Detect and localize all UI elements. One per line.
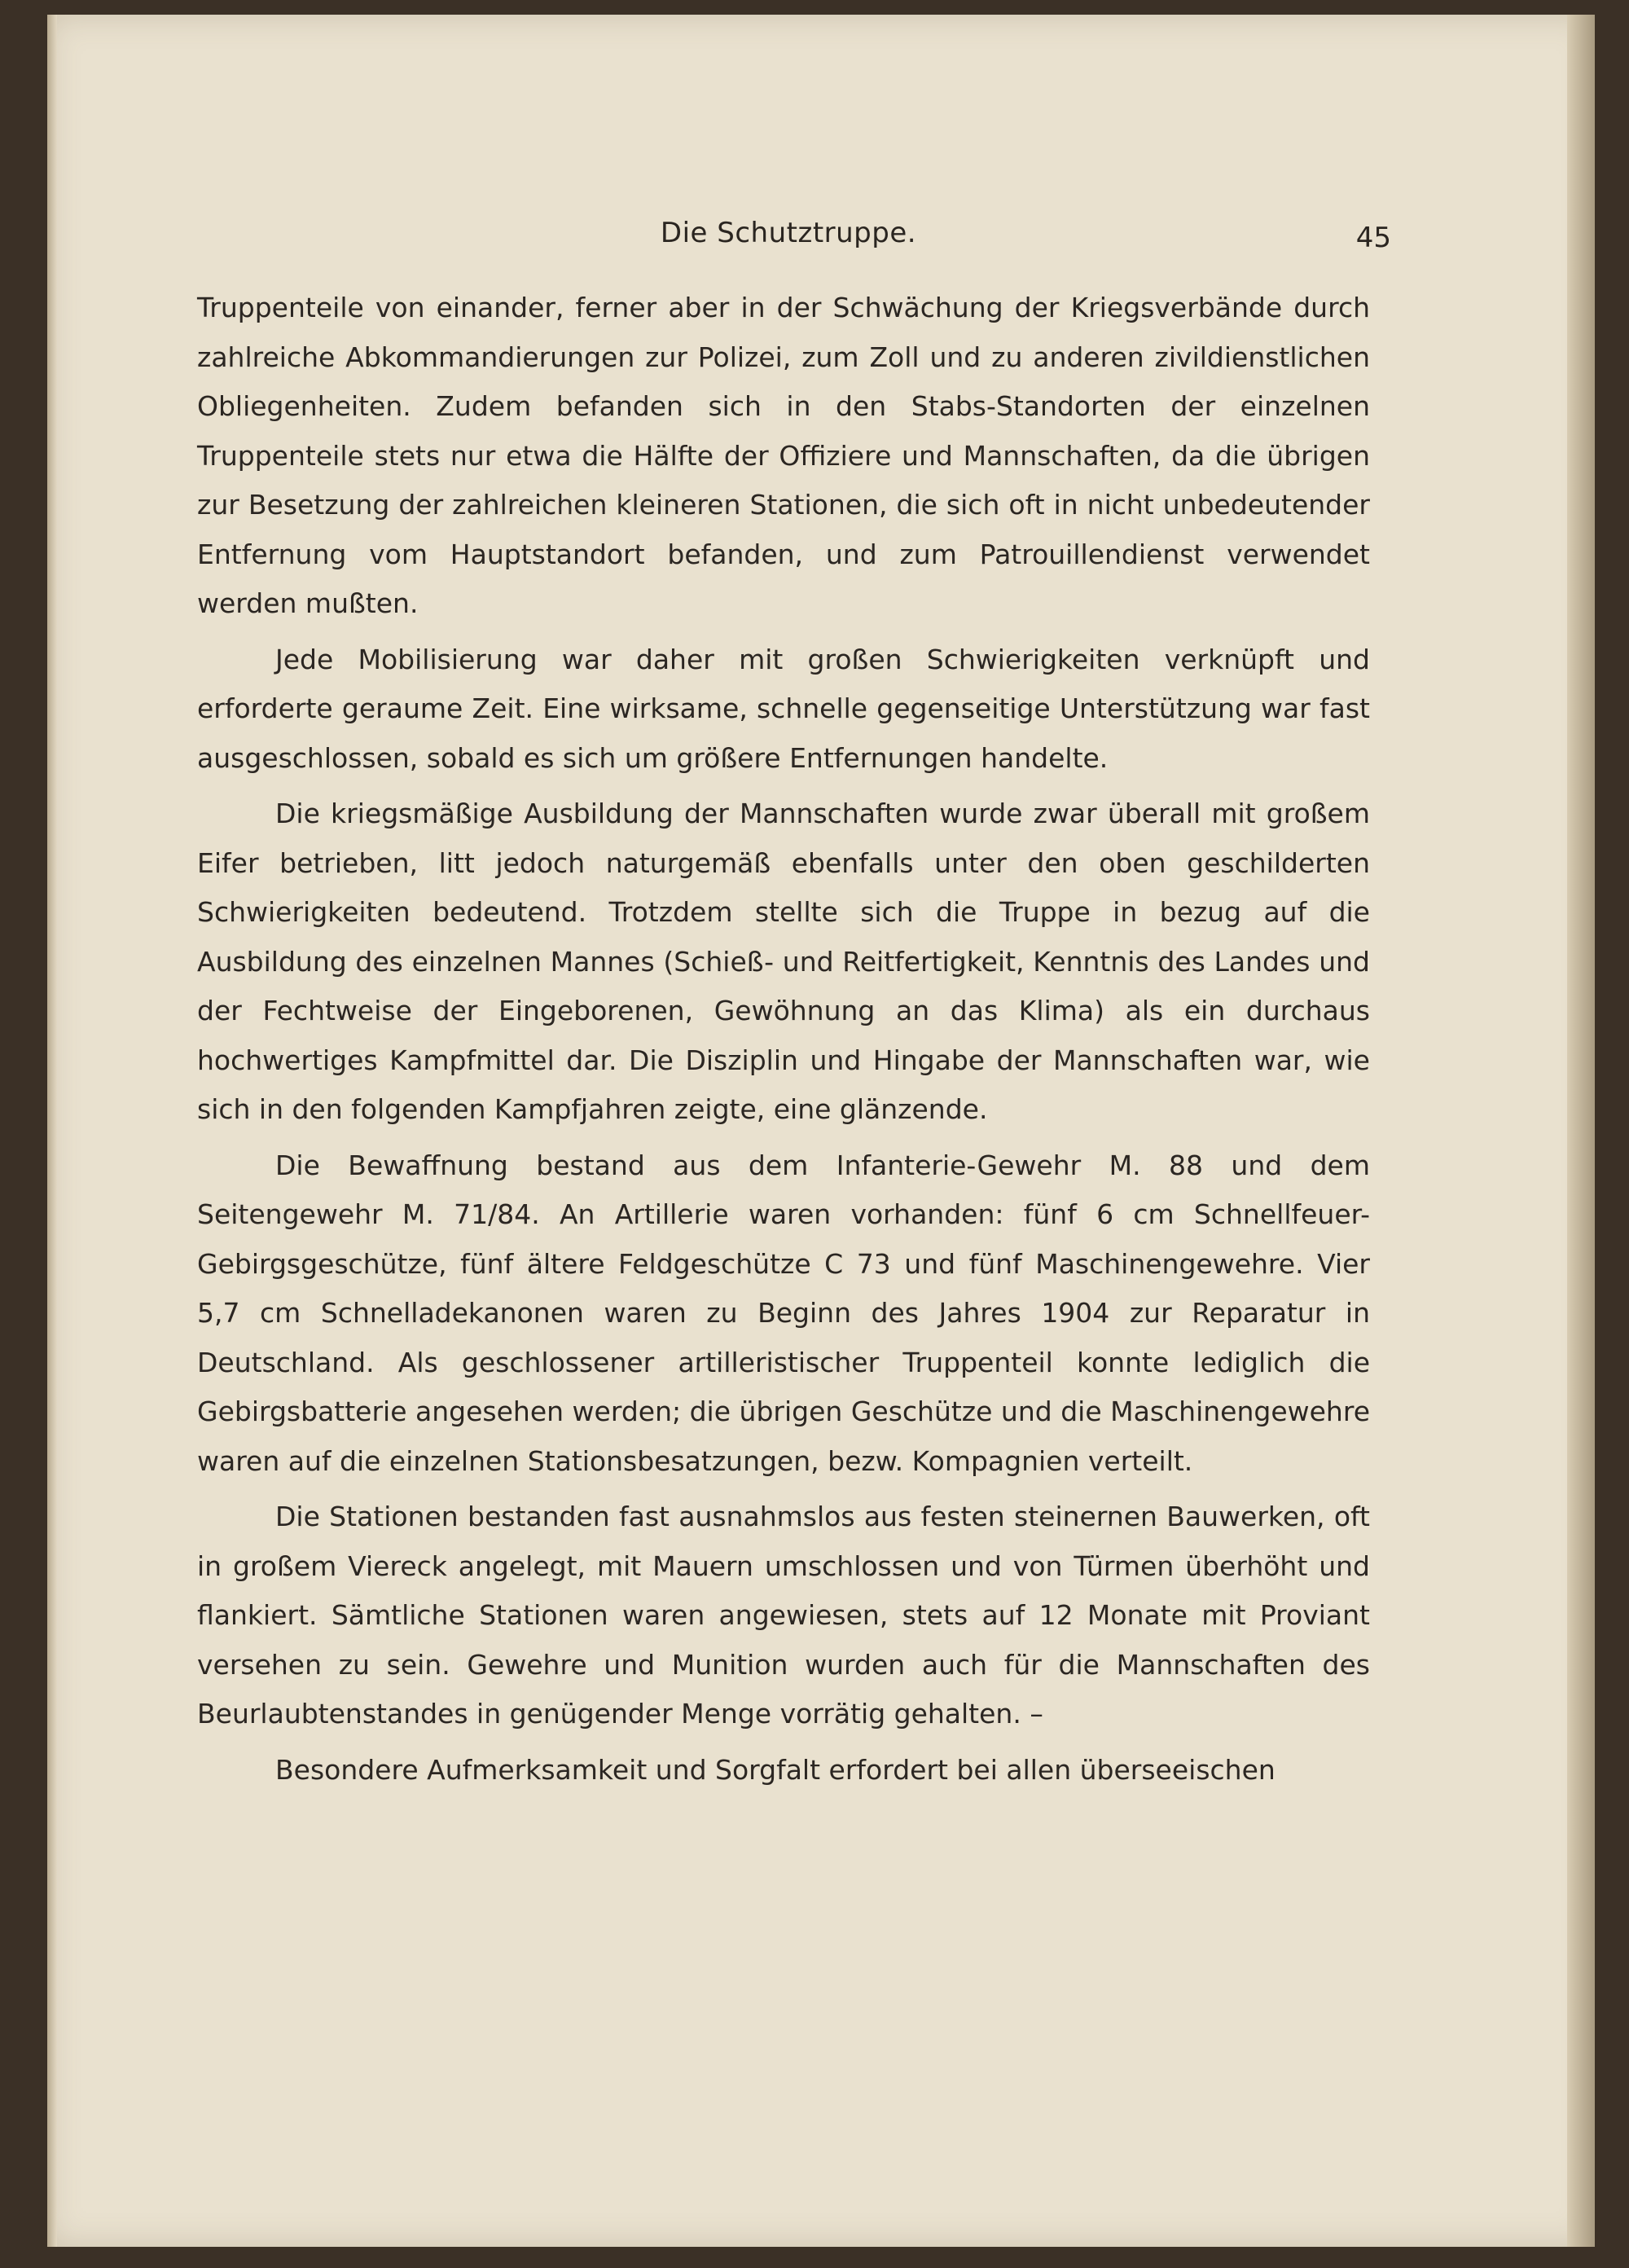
paragraph: Jede Mobilisierung war daher mit großen Schwierigkeiten verknüpft und erforderte geraume Zeit. Eine wirksame, schnelle gegenseitige Unterstützung war fast ausgeschlossen, sobald es sich um größere Entfernungen handelte. [197, 643, 1370, 774]
book-page [47, 15, 1595, 2247]
paragraph: Die kriegsmäßige Ausbildung der Mannschaften wurde zwar überall mit großem Eifer betrieben, litt jedoch naturgemäß ebenfalls unter den oben geschilderten Schwierigkeiten bedeutend. Trotzdem stellte sich die Truppe in bezug auf die Ausbildung des einzelnen Mannes (Schieß- und Reitfertigkeit, Kenntnis des Landes und der Fechtweise der Eingeborenen, Gewöhnung an das Klima) als ein durchaus hochwertiges Kampfmittel dar. Die Disziplin und Hingabe der Mannschaften war, wie sich in den folgenden Kampfjahren zeigte, eine glänzende. [197, 798, 1370, 1125]
page-fore-edge [1567, 15, 1595, 2247]
page-gutter-edge [47, 15, 57, 2247]
running-title: Die Schutztruppe. [660, 217, 917, 249]
paragraph: Truppenteile von einander, ferner aber in der Schwächung der Kriegsverbände durch zahlreiche Abkommandierungen zur Polizei, zum Zoll und zu anderen zivildienstlichen Obliegenheiten. Zudem befanden sich in den Stabs-Standorten der einzelnen Truppenteile stets nur etwa die Hälfte der Offiziere und Mannschaften, da die übrigen zur Besetzung der zahlreichen kleineren Stationen, die sich oft in nicht unbedeutender Entfernung vom Hauptstandort befanden, und zum Patrouillendienst verwendet werden mußten. [197, 292, 1370, 619]
paragraph: Die Bewaffnung bestand aus dem Infanterie-Gewehr M. 88 und dem Seitengewehr M. 71/84. An Artillerie waren vorhanden: fünf 6 cm Schnellfeuer-Gebirgsgeschütze, fünf ältere Feldgeschütze C 73 und fünf Maschinengewehre. Vier 5,7 cm Schnelladekanonen waren zu Beginn des Jahres 1904 zur Reparatur in Deutschland. Als geschlossener artilleristischer Truppenteil konnte lediglich die Gebirgsbatterie angesehen werden; die übrigen Geschütze und die Maschinengewehre waren auf die einzelnen Stationsbesatzungen, bezw. Kompagnien verteilt. [197, 1149, 1370, 1477]
page-number: 45 [1355, 222, 1391, 254]
paragraph: Die Stationen bestanden fast ausnahmslos aus festen steinernen Bauwerken, oft in großem Viereck angelegt, mit Mauern umschlossen und von Türmen überhöht und flankiert. Sämtliche Stationen waren angewiesen, stets auf 12 Monate mit Proviant versehen zu sein. Gewehre und Munition wurden auch für die Mannschaften des Beurlaubtenstandes in genügender Menge vorrätig gehalten. – [197, 1501, 1370, 1730]
paragraph: Besondere Aufmerksamkeit und Sorgfalt erfordert bei allen überseeischen [275, 1753, 1276, 1786]
body-text [197, 284, 1370, 1801]
running-head [194, 217, 1391, 266]
